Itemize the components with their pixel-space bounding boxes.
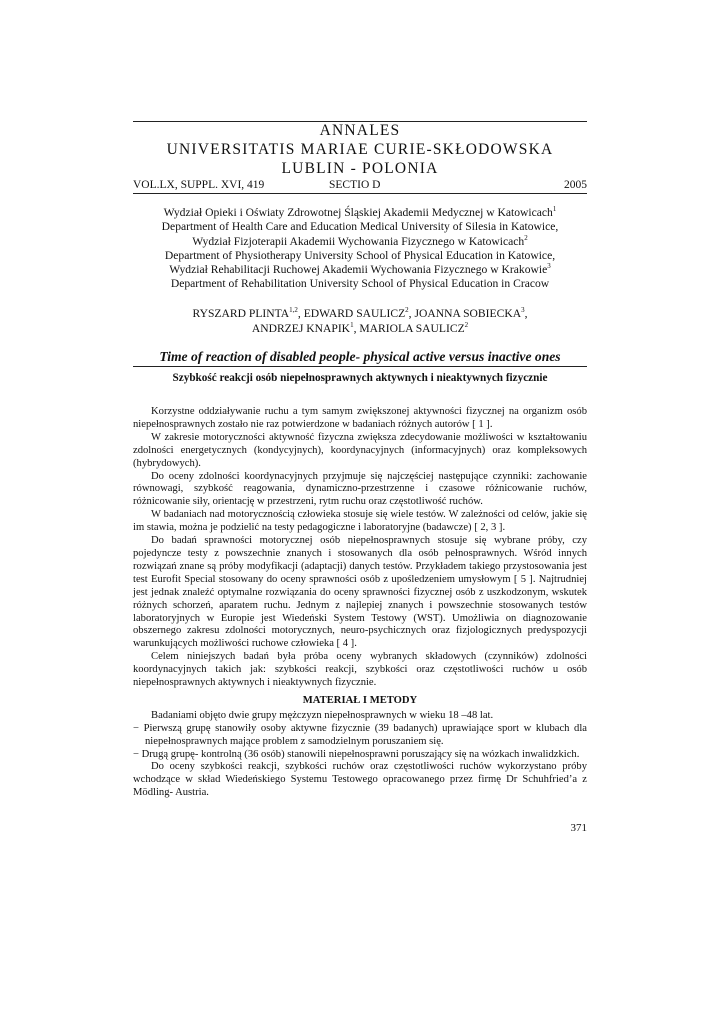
paragraph: Do oceny szybkości reakcji, szybkości ruchów oraz częstotliwości ruchów wykorzystano próby wchodzące w skład Wiedeńskiego Systemu Testowego opracowanego przez firmę Dr Schuhfried’a z Mödling- Austria.	[133, 761, 587, 799]
journal-name-line3: LUBLIN - POLONIA	[281, 160, 439, 177]
header-bottom-rule	[133, 193, 587, 194]
paragraph: W zakresie motoryczności aktywność fizyczna zwiększa zdecydowanie możliwości w kształtowaniu zdolności energetycznych (kondycyjnych), koordynacyjnych (informacyjnych) oraz kompleksowych (hybrydowych).	[133, 431, 587, 469]
journal-name-line2: UNIVERSITATIS MARIAE CURIE-SKŁODOWSKA	[166, 141, 554, 158]
affiliation-line: Department of Rehabilitation University School of Physical Education in Cracow	[170, 277, 550, 291]
year-info: 2005	[564, 179, 587, 191]
article-body	[133, 406, 587, 800]
list-item: − Drugą grupę- kontrolną (36 osób) stanowili niepełnosprawni poruszający się na wózkach inwalidzkich.	[133, 748, 580, 760]
paragraph: Celem niniejszych badań była próba oceny wybranych składowych (czynników) zdolności koordynacyjnych takich jak: szybkości reakcji, szybkości oraz częstotliwości ruchów u osób niepełnosprawnych aktywnych i nieaktywnych fizycznie.	[133, 651, 587, 689]
authors-line-1: RYSZARD PLINTA$^{1,2}$, EDWARD SAULICZ$^2$, JOANNA SOBIECKA$^3$,	[192, 306, 528, 320]
paragraph: Badaniami objęto dwie grupy mężczyzn niepełnosprawnych w wieku 18 –48 lat.	[151, 709, 494, 721]
journal-name-line1: ANNALES	[319, 122, 401, 139]
paper-title: Time of reaction of disabled people- physical active versus inactive ones	[159, 349, 561, 364]
affiliation-line: Wydział Fizjoterapii Akademii Wychowania Fizycznego w Katowicach$^2$	[192, 233, 528, 248]
paragraph: Korzystne oddziaływanie ruchu a tym samym zwiększonej aktywności fizycznej na organizm osób niepełnosprawnych zostało nie raz potwierdzone w badaniach różnych autorów [ 1 ].	[133, 406, 587, 430]
authors	[133, 306, 587, 336]
affiliation-line: Wydział Opieki i Oświaty Zdrowotnej Śląskiej Akademii Medycznej w Katowicach$^1$	[163, 205, 557, 219]
paragraph: Do badań sprawności motorycznej osób niepełnosprawnych stosuje się wybrane próby, czy pojedyncze testy z powszechnie znanych i stosowanych dla osób pełnosprawnych. Wśród innych rozwiązań znane są próby modyfikacji (adaptacji) danych testów. Przykładem takiego przystosowania jest test Eurofit Special stosowany do oceny sprawności osób z upośledzeniem umysłowym [ 5 ]. Najtrudniej jest jednak znaleźć optymalne rozwiązania do oceny sprawności fizycznej osób z uszkodzonym, wskutek różnych schorzeń, aparatem ruchu. Jednym z najlepiej znanych i powszechnie stosowanych testów laboratoryjnych w Europie jest Wiedeński System Testowy (WST). Umożliwia on diagnozowanie obszernego zakresu zdolności motorycznych, neuro-psychicznych oraz fizjologicznych predyspozycji warunkujących możliwości ruchowe człowieka [ 4 ].	[133, 535, 587, 650]
affiliation-line: Wydział Rehabilitacji Ruchowej Akademii Wychowania Fizycznego w Krakowie$^3$	[169, 262, 551, 277]
affiliations	[133, 206, 587, 292]
affiliation-line: Department of Physiotherapy University School of Physical Education in Katowice,	[164, 248, 556, 262]
section-heading: MATERIAŁ I METODY	[302, 694, 418, 706]
affiliation-line: Department of Health Care and Education Medical University of Silesia in Katowice,	[161, 220, 559, 234]
title-rule	[133, 366, 587, 367]
paragraph: Do oceny zdolności koordynacyjnych przyjmuje się najczęściej następujące czynniki: zachowanie równowagi, szybkość reagowania, dynamiczno-przestrzenne i czasowe różnicowanie ruchów, różnicowanie siły, orientację w przestrzeni, rytm ruchu oraz częstotliwość ruchów.	[133, 470, 587, 508]
section-info: SECTIO D	[329, 179, 381, 191]
authors-line-2: ANDRZEJ KNAPIK$^1$, MARIOLA SAULICZ$^2$	[251, 321, 469, 335]
paragraph: W badaniach nad motorycznością człowieka stosuje się wiele testów. W zależności od celów, jakie się im stawia, można je podzielić na testy pedagogiczne i laboratoryjne (badawcze) [ 2, 3 ].	[133, 509, 587, 534]
paper-subtitle: Szybkość reakcji osób niepełnosprawnych aktywnych i nieaktywnych fizycznie	[172, 372, 548, 384]
page-number: 371	[570, 822, 587, 834]
volume-info: VOL.LX, SUPPL. XVI, 419	[133, 179, 265, 191]
list-item: − Pierwszą grupę stanowiły osoby aktywne fizycznie (39 badanych) uprawiające sport w klubach dla niepełnosprawnych mające problem z samodzielnym poruszaniem się.	[133, 722, 587, 747]
